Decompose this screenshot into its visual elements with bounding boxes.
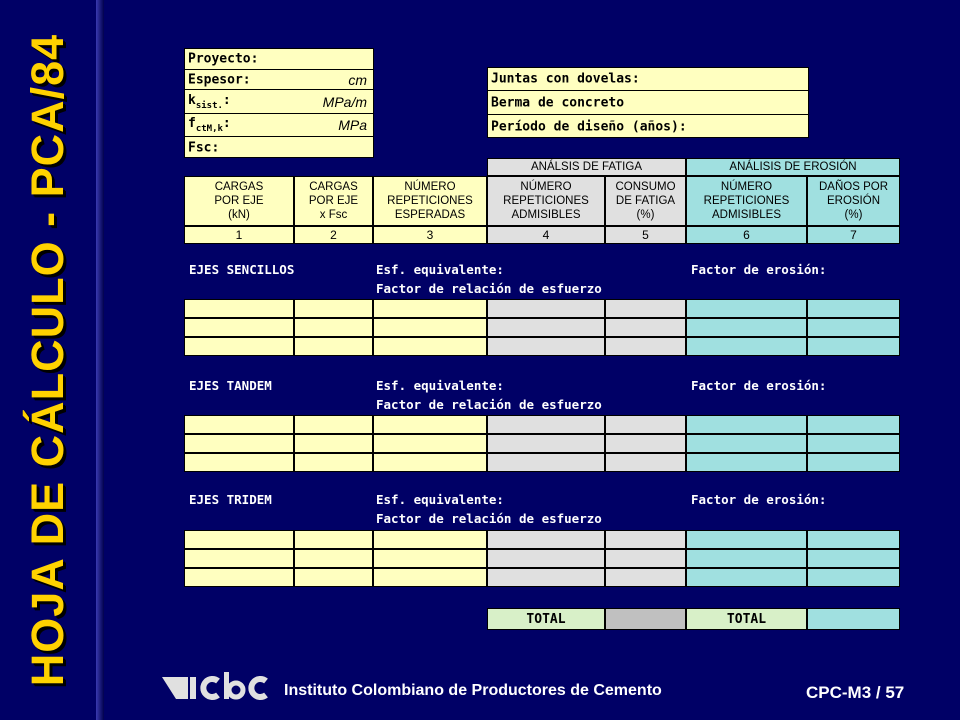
column-number-6: 6 <box>686 226 807 244</box>
thickness-field[interactable] <box>185 70 373 90</box>
data-cell[interactable] <box>807 415 900 434</box>
column-header-line: x Fsc <box>319 209 348 221</box>
data-cell[interactable] <box>807 299 900 318</box>
shoulder-label: Berma de concreto <box>491 95 625 110</box>
erosion-factor-label: Factor de erosión: <box>691 378 827 393</box>
column-header-line: REPETICIONES <box>703 195 790 207</box>
column-header-line: REPETICIONES <box>387 195 473 207</box>
column-number-4: 4 <box>487 226 605 244</box>
column-number-2: 2 <box>294 226 373 244</box>
data-cell[interactable] <box>294 434 373 453</box>
project-field[interactable] <box>185 49 373 70</box>
fctm-field[interactable] <box>185 114 373 137</box>
data-cell[interactable] <box>294 568 373 587</box>
fatigue-analysis-header: ANÁLSIS DE FATIGA <box>487 158 686 176</box>
column-header-line: DE FATIGA <box>615 195 676 207</box>
column-header-line: NÚMERO <box>520 181 572 193</box>
equivalent-stress-label: Esf. equivalente: <box>376 262 504 277</box>
column-header-7 <box>807 176 900 226</box>
erosion-factor-label: Factor de erosión: <box>691 492 827 507</box>
data-cell[interactable] <box>373 568 487 587</box>
data-cell[interactable] <box>373 530 487 549</box>
data-cell[interactable] <box>373 318 487 337</box>
project-label: Proyecto: <box>188 51 259 67</box>
fctm-unit: MPa <box>338 117 367 133</box>
data-cell[interactable] <box>605 337 686 356</box>
column-number-1: 1 <box>184 226 294 244</box>
column-header-line: POR EJE <box>308 195 359 207</box>
data-cell[interactable] <box>373 415 487 434</box>
thickness-label: Espesor: <box>188 72 251 87</box>
dowel-joints-field[interactable] <box>488 68 808 91</box>
data-cell[interactable] <box>487 530 605 549</box>
column-header-line: (%) <box>636 209 655 221</box>
data-cell[interactable] <box>807 568 900 587</box>
data-cell[interactable] <box>605 549 686 568</box>
data-cell[interactable] <box>373 337 487 356</box>
fsc-field[interactable] <box>185 137 373 159</box>
page-number: CPC-M3 / 57 <box>806 683 905 702</box>
data-cell[interactable] <box>184 318 294 337</box>
equivalent-stress-label: Esf. equivalente: <box>376 492 504 507</box>
data-cell[interactable] <box>487 299 605 318</box>
shoulder-field[interactable] <box>488 91 808 115</box>
column-header-line: ESPERADAS <box>394 209 466 221</box>
data-cell[interactable] <box>686 549 807 568</box>
column-header-line: DAÑOS POR <box>818 181 888 193</box>
data-cell[interactable] <box>487 549 605 568</box>
data-cell[interactable] <box>686 318 807 337</box>
data-cell[interactable] <box>294 415 373 434</box>
data-cell[interactable] <box>487 453 605 472</box>
data-cell[interactable] <box>487 337 605 356</box>
data-cell[interactable] <box>807 530 900 549</box>
data-cell[interactable] <box>686 568 807 587</box>
data-cell[interactable] <box>686 530 807 549</box>
data-cell[interactable] <box>605 434 686 453</box>
fctm-label: $f_{ctM,k}$: <box>188 116 231 134</box>
data-cell[interactable] <box>184 415 294 434</box>
data-cell[interactable] <box>807 453 900 472</box>
data-cell[interactable] <box>605 530 686 549</box>
design-info-box <box>487 67 809 138</box>
column-header-line: CONSUMO <box>615 181 676 193</box>
data-cell[interactable] <box>686 415 807 434</box>
data-cell[interactable] <box>686 299 807 318</box>
stress-ratio-label: Factor de relación de esfuerzo <box>376 511 602 526</box>
erosion-factor-label: Factor de erosión: <box>691 262 827 277</box>
design-period-field[interactable] <box>488 115 808 139</box>
data-cell[interactable] <box>807 434 900 453</box>
fsc-label: Fsc: <box>188 140 220 156</box>
column-header-line: POR EJE <box>214 195 264 207</box>
section-title: EJES TANDEM <box>189 378 272 393</box>
ksist-field[interactable] <box>185 90 373 114</box>
section-title: EJES SENCILLOS <box>189 262 295 277</box>
data-cell[interactable] <box>184 434 294 453</box>
data-cell[interactable] <box>807 318 900 337</box>
data-cell[interactable] <box>184 530 294 549</box>
data-cell[interactable] <box>605 318 686 337</box>
data-cell[interactable] <box>294 337 373 356</box>
erosion-total-label: TOTAL <box>686 608 807 630</box>
data-cell[interactable] <box>184 453 294 472</box>
data-cell[interactable] <box>807 337 900 356</box>
data-cell[interactable] <box>373 434 487 453</box>
data-cell[interactable] <box>686 453 807 472</box>
sidebar-divider <box>96 0 104 720</box>
dowel-joints-label: Juntas con dovelas: <box>491 71 640 87</box>
institute-name: Instituto Colombiano de Productores de Cemento <box>284 682 662 699</box>
data-cell[interactable] <box>184 568 294 587</box>
data-cell[interactable] <box>605 568 686 587</box>
page-title: HOJA DE CÁLCULO - PCA/84 <box>22 33 73 687</box>
column-header-line: NÚMERO <box>404 181 456 193</box>
column-header-4 <box>487 176 605 226</box>
column-header-line: REPETICIONES <box>503 195 589 207</box>
design-period-label: Período de diseño (años): <box>491 119 687 135</box>
data-cell[interactable] <box>487 415 605 434</box>
data-cell[interactable] <box>373 453 487 472</box>
ksist-subscript: sist. <box>195 100 223 111</box>
data-cell[interactable] <box>294 549 373 568</box>
column-header-line: ADMISIBLES <box>511 209 581 221</box>
fatigue-total-label: TOTAL <box>487 608 605 630</box>
data-cell[interactable] <box>294 530 373 549</box>
ksist-label: $k_{sist.}$: <box>188 92 231 111</box>
data-cell[interactable] <box>294 318 373 337</box>
data-cell[interactable] <box>487 568 605 587</box>
column-header-6 <box>686 176 807 226</box>
column-header-line: NÚMERO <box>720 181 773 193</box>
stress-ratio-label: Factor de relación de esfuerzo <box>376 281 602 296</box>
data-cell[interactable] <box>686 337 807 356</box>
section-title: EJES TRIDEM <box>189 492 272 507</box>
column-header-line: CARGAS <box>214 181 264 193</box>
thickness-unit: cm <box>348 71 367 88</box>
data-cell[interactable] <box>605 453 686 472</box>
column-number-7: 7 <box>807 226 900 244</box>
data-cell[interactable] <box>294 453 373 472</box>
equivalent-stress-label: Esf. equivalente: <box>376 378 504 393</box>
stress-ratio-label: Factor de relación de esfuerzo <box>376 397 602 412</box>
data-cell[interactable] <box>686 434 807 453</box>
ksist-unit: MPa/m <box>322 93 367 110</box>
data-cell[interactable] <box>605 299 686 318</box>
data-cell[interactable] <box>605 415 686 434</box>
column-header-line: ADMISIBLES <box>711 209 781 221</box>
data-cell[interactable] <box>184 549 294 568</box>
data-cell[interactable] <box>184 337 294 356</box>
data-cell[interactable] <box>294 299 373 318</box>
data-cell[interactable] <box>373 549 487 568</box>
column-header-line: (kN) <box>228 209 250 221</box>
data-cell[interactable] <box>487 434 605 453</box>
column-number-3: 3 <box>373 226 487 244</box>
column-header-3 <box>373 176 487 226</box>
column-header-line: CARGAS <box>309 181 358 193</box>
icpc-logo <box>162 672 274 709</box>
data-cell[interactable] <box>807 549 900 568</box>
column-header-5 <box>605 176 686 226</box>
logo-mark <box>162 672 274 704</box>
project-info-box <box>184 48 374 158</box>
column-header-1 <box>184 176 294 226</box>
column-header-2 <box>294 176 373 226</box>
data-cell[interactable] <box>373 299 487 318</box>
column-header-line: EROSIÓN <box>826 195 881 207</box>
column-number-5: 5 <box>605 226 686 244</box>
erosion-total-cell[interactable] <box>807 608 900 630</box>
fatigue-total-cell[interactable] <box>605 608 686 630</box>
erosion-analysis-header: ANÁLISIS DE EROSIÓN <box>686 158 900 176</box>
fctm-subscript: ctM,k <box>195 123 223 134</box>
data-cell[interactable] <box>184 299 294 318</box>
column-header-line: (%) <box>844 209 863 221</box>
data-cell[interactable] <box>487 318 605 337</box>
